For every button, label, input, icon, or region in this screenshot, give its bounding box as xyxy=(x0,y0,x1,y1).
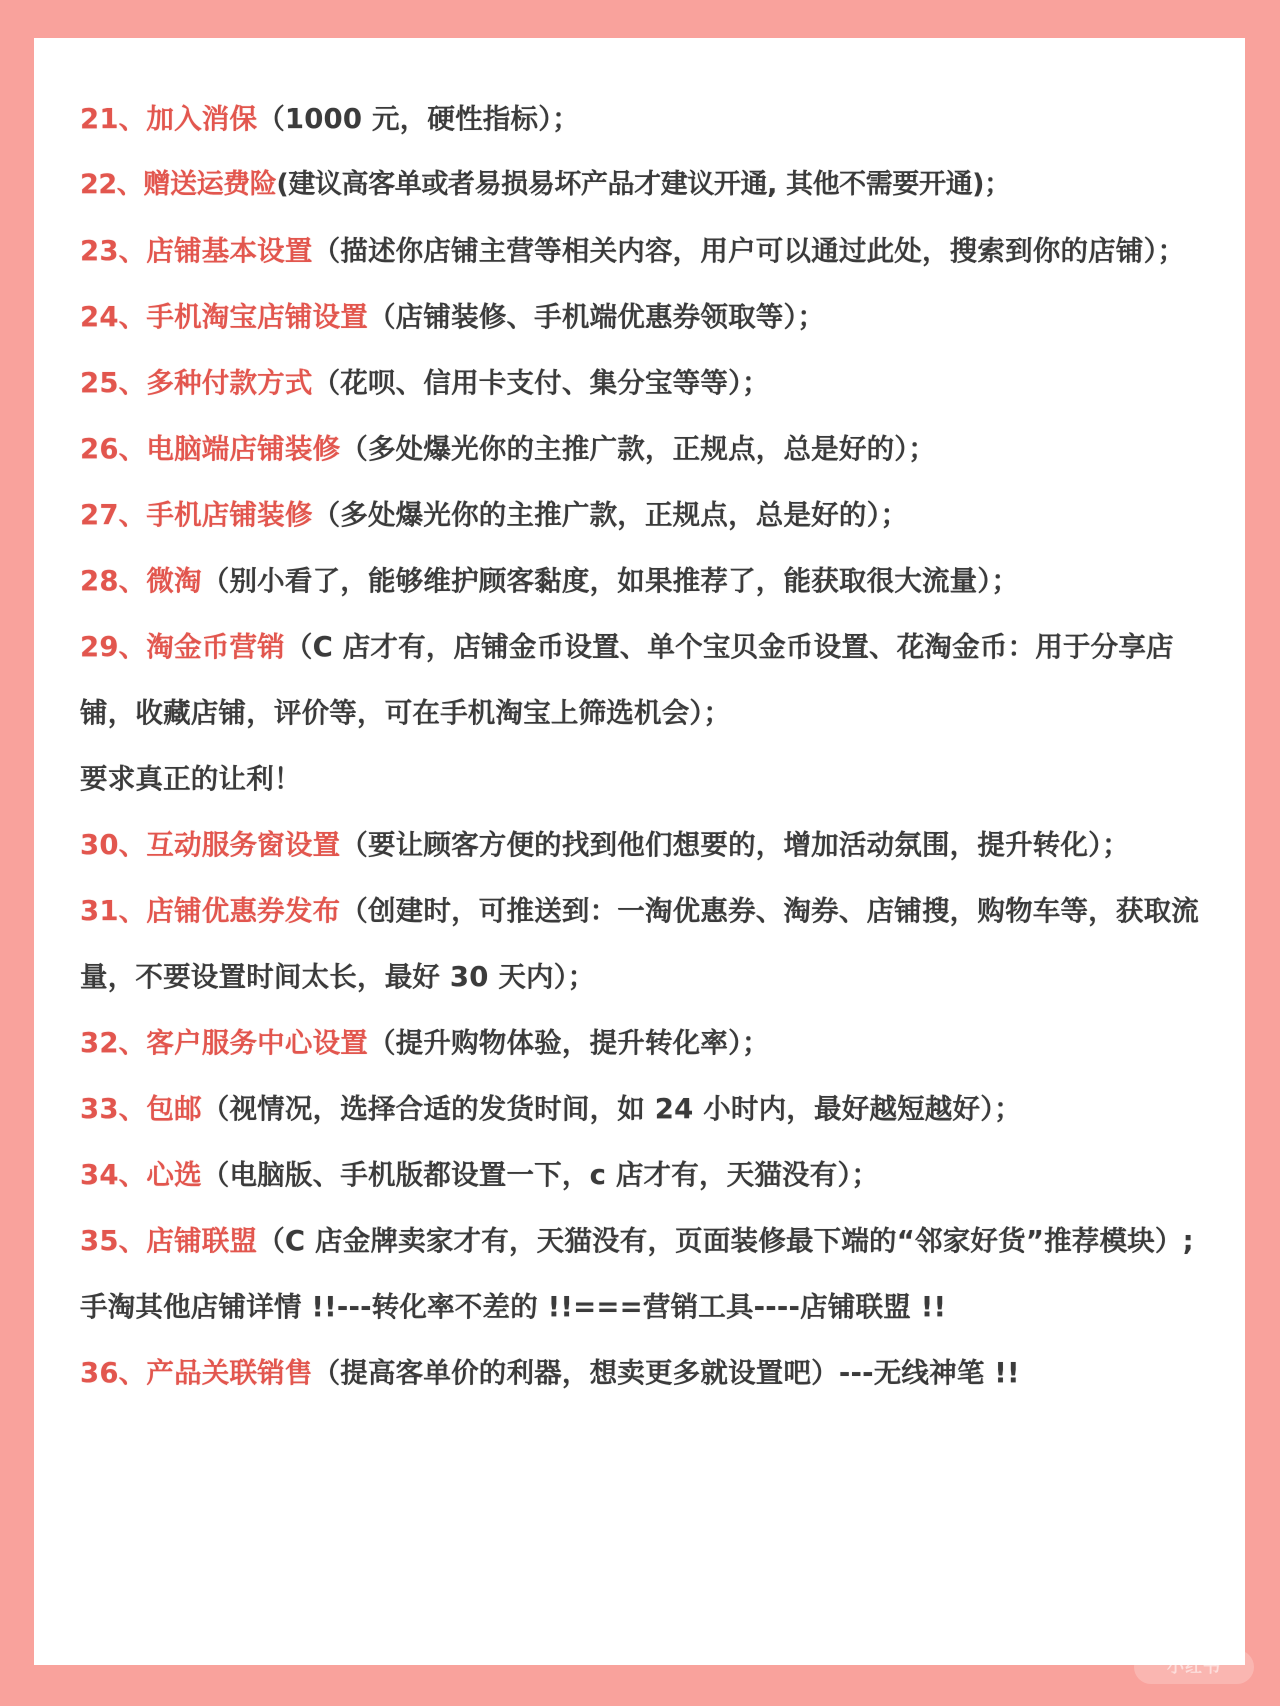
item-number: 36、 xyxy=(80,1357,147,1389)
list-item xyxy=(80,86,1199,152)
list-item xyxy=(80,548,1199,614)
item-title: 手机淘宝店铺设置 xyxy=(146,301,368,333)
item-title: 加入消保 xyxy=(146,103,258,135)
item-number: 34、 xyxy=(80,1159,147,1191)
item-number: 31、 xyxy=(80,895,147,927)
item-title: 电脑端店铺装修 xyxy=(146,433,341,465)
item-body: （花呗、信用卡支付、集分宝等等）； xyxy=(312,367,770,399)
item-number: 23、 xyxy=(80,235,147,267)
item-body: （店铺装修、手机端优惠券领取等）； xyxy=(367,301,826,333)
item-number: 27、 xyxy=(80,499,147,531)
list-item xyxy=(80,1208,1199,1340)
list-item xyxy=(80,878,1199,1010)
list-item xyxy=(80,284,1199,350)
item-body: （要让顾客方便的找到他们想要的，增加活动氛围，提升转化）； xyxy=(340,829,1130,861)
item-number: 29、 xyxy=(80,631,147,663)
item-title: 微淘 xyxy=(146,565,202,597)
list-item xyxy=(80,1076,1199,1142)
item-title: 店铺优惠券发布 xyxy=(146,895,341,927)
list-item xyxy=(80,482,1199,548)
item-body: （多处爆光你的主推广款，正规点，总是好的）； xyxy=(340,433,936,465)
item-number: 21、 xyxy=(80,103,147,135)
item-title: 产品关联销售 xyxy=(146,1357,313,1389)
item-number: 35、 xyxy=(80,1225,147,1257)
item-body: （电脑版、手机版都设置一下，c 店才有，天猫没有）； xyxy=(201,1159,880,1191)
item-body: 要求真正的让利！ xyxy=(80,763,302,795)
item-title: 店铺基本设置 xyxy=(146,235,313,267)
item-number: 32、 xyxy=(80,1027,147,1059)
list-item xyxy=(80,218,1199,284)
item-title: 心选 xyxy=(146,1159,202,1191)
item-title: 手机店铺装修 xyxy=(146,499,313,531)
item-body: （C 店才有，店铺金币设置、单个宝贝金币设置、花淘金币：用于分享店铺，收藏店铺，评价等，可在手机淘宝上筛选机会）； xyxy=(80,631,1174,729)
item-body: （创建时，可推送到：一淘优惠券、淘券、店铺搜，购物车等，获取流量，不要设置时间太长，最好 30 天内）； xyxy=(80,895,1199,993)
list-item xyxy=(80,812,1199,878)
item-body: （1000 元，硬性指标）； xyxy=(257,103,580,135)
list-item xyxy=(80,1340,1199,1406)
item-body: （提高客单价的利器，想卖更多就设置吧）---无线神笔 !! xyxy=(312,1357,1020,1389)
item-title: 包邮 xyxy=(146,1093,202,1125)
item-body: （视情况，选择合适的发货时间，如 24 小时内，最好越短越好）； xyxy=(201,1093,1022,1125)
list-item xyxy=(80,1010,1199,1076)
document-card xyxy=(34,38,1245,1665)
list-item xyxy=(80,416,1199,482)
watermark: 小红书 xyxy=(1134,1650,1254,1684)
item-title: 客户服务中心设置 xyxy=(146,1027,368,1059)
list-item xyxy=(80,152,1199,218)
item-number: 22、 xyxy=(80,169,144,200)
note-line xyxy=(80,746,1199,812)
item-title: 淘金币营销 xyxy=(146,631,285,663)
list-item xyxy=(80,614,1199,746)
item-title: 赠送运费险 xyxy=(143,169,277,200)
item-body: （多处爆光你的主推广款，正规点，总是好的）； xyxy=(312,499,909,531)
item-number: 24、 xyxy=(80,301,147,333)
item-body: （别小看了，能够维护顾客黏度，如果推荐了，能获取很大流量）； xyxy=(201,565,1020,597)
item-number: 30、 xyxy=(80,829,147,861)
item-number: 26、 xyxy=(80,433,147,465)
item-number: 33、 xyxy=(80,1093,147,1125)
item-body: （描述你店铺主营等相关内容，用户可以通过此处，搜索到你的店铺）； xyxy=(312,235,1186,267)
list-item xyxy=(80,1142,1199,1208)
item-title: 互动服务窗设置 xyxy=(146,829,341,861)
list-item xyxy=(80,350,1199,416)
item-title: 多种付款方式 xyxy=(146,367,313,399)
item-body: （C 店金牌卖家才有，天猫没有，页面装修最下端的“邻家好货”推荐模块）;手淘其他店铺详情 !!---转化率不差的 !!===营销工具----店铺联盟 !! xyxy=(80,1225,1194,1323)
item-body: （提升购物体验，提升转化率）； xyxy=(367,1027,770,1059)
item-number: 28、 xyxy=(80,565,147,597)
item-title: 店铺联盟 xyxy=(146,1225,258,1257)
item-number: 25、 xyxy=(80,367,147,399)
document-content xyxy=(80,86,1199,1406)
item-body: (建议高客单或者易损易坏产品才建议开通, 其他不需要开通)； xyxy=(276,169,1011,200)
